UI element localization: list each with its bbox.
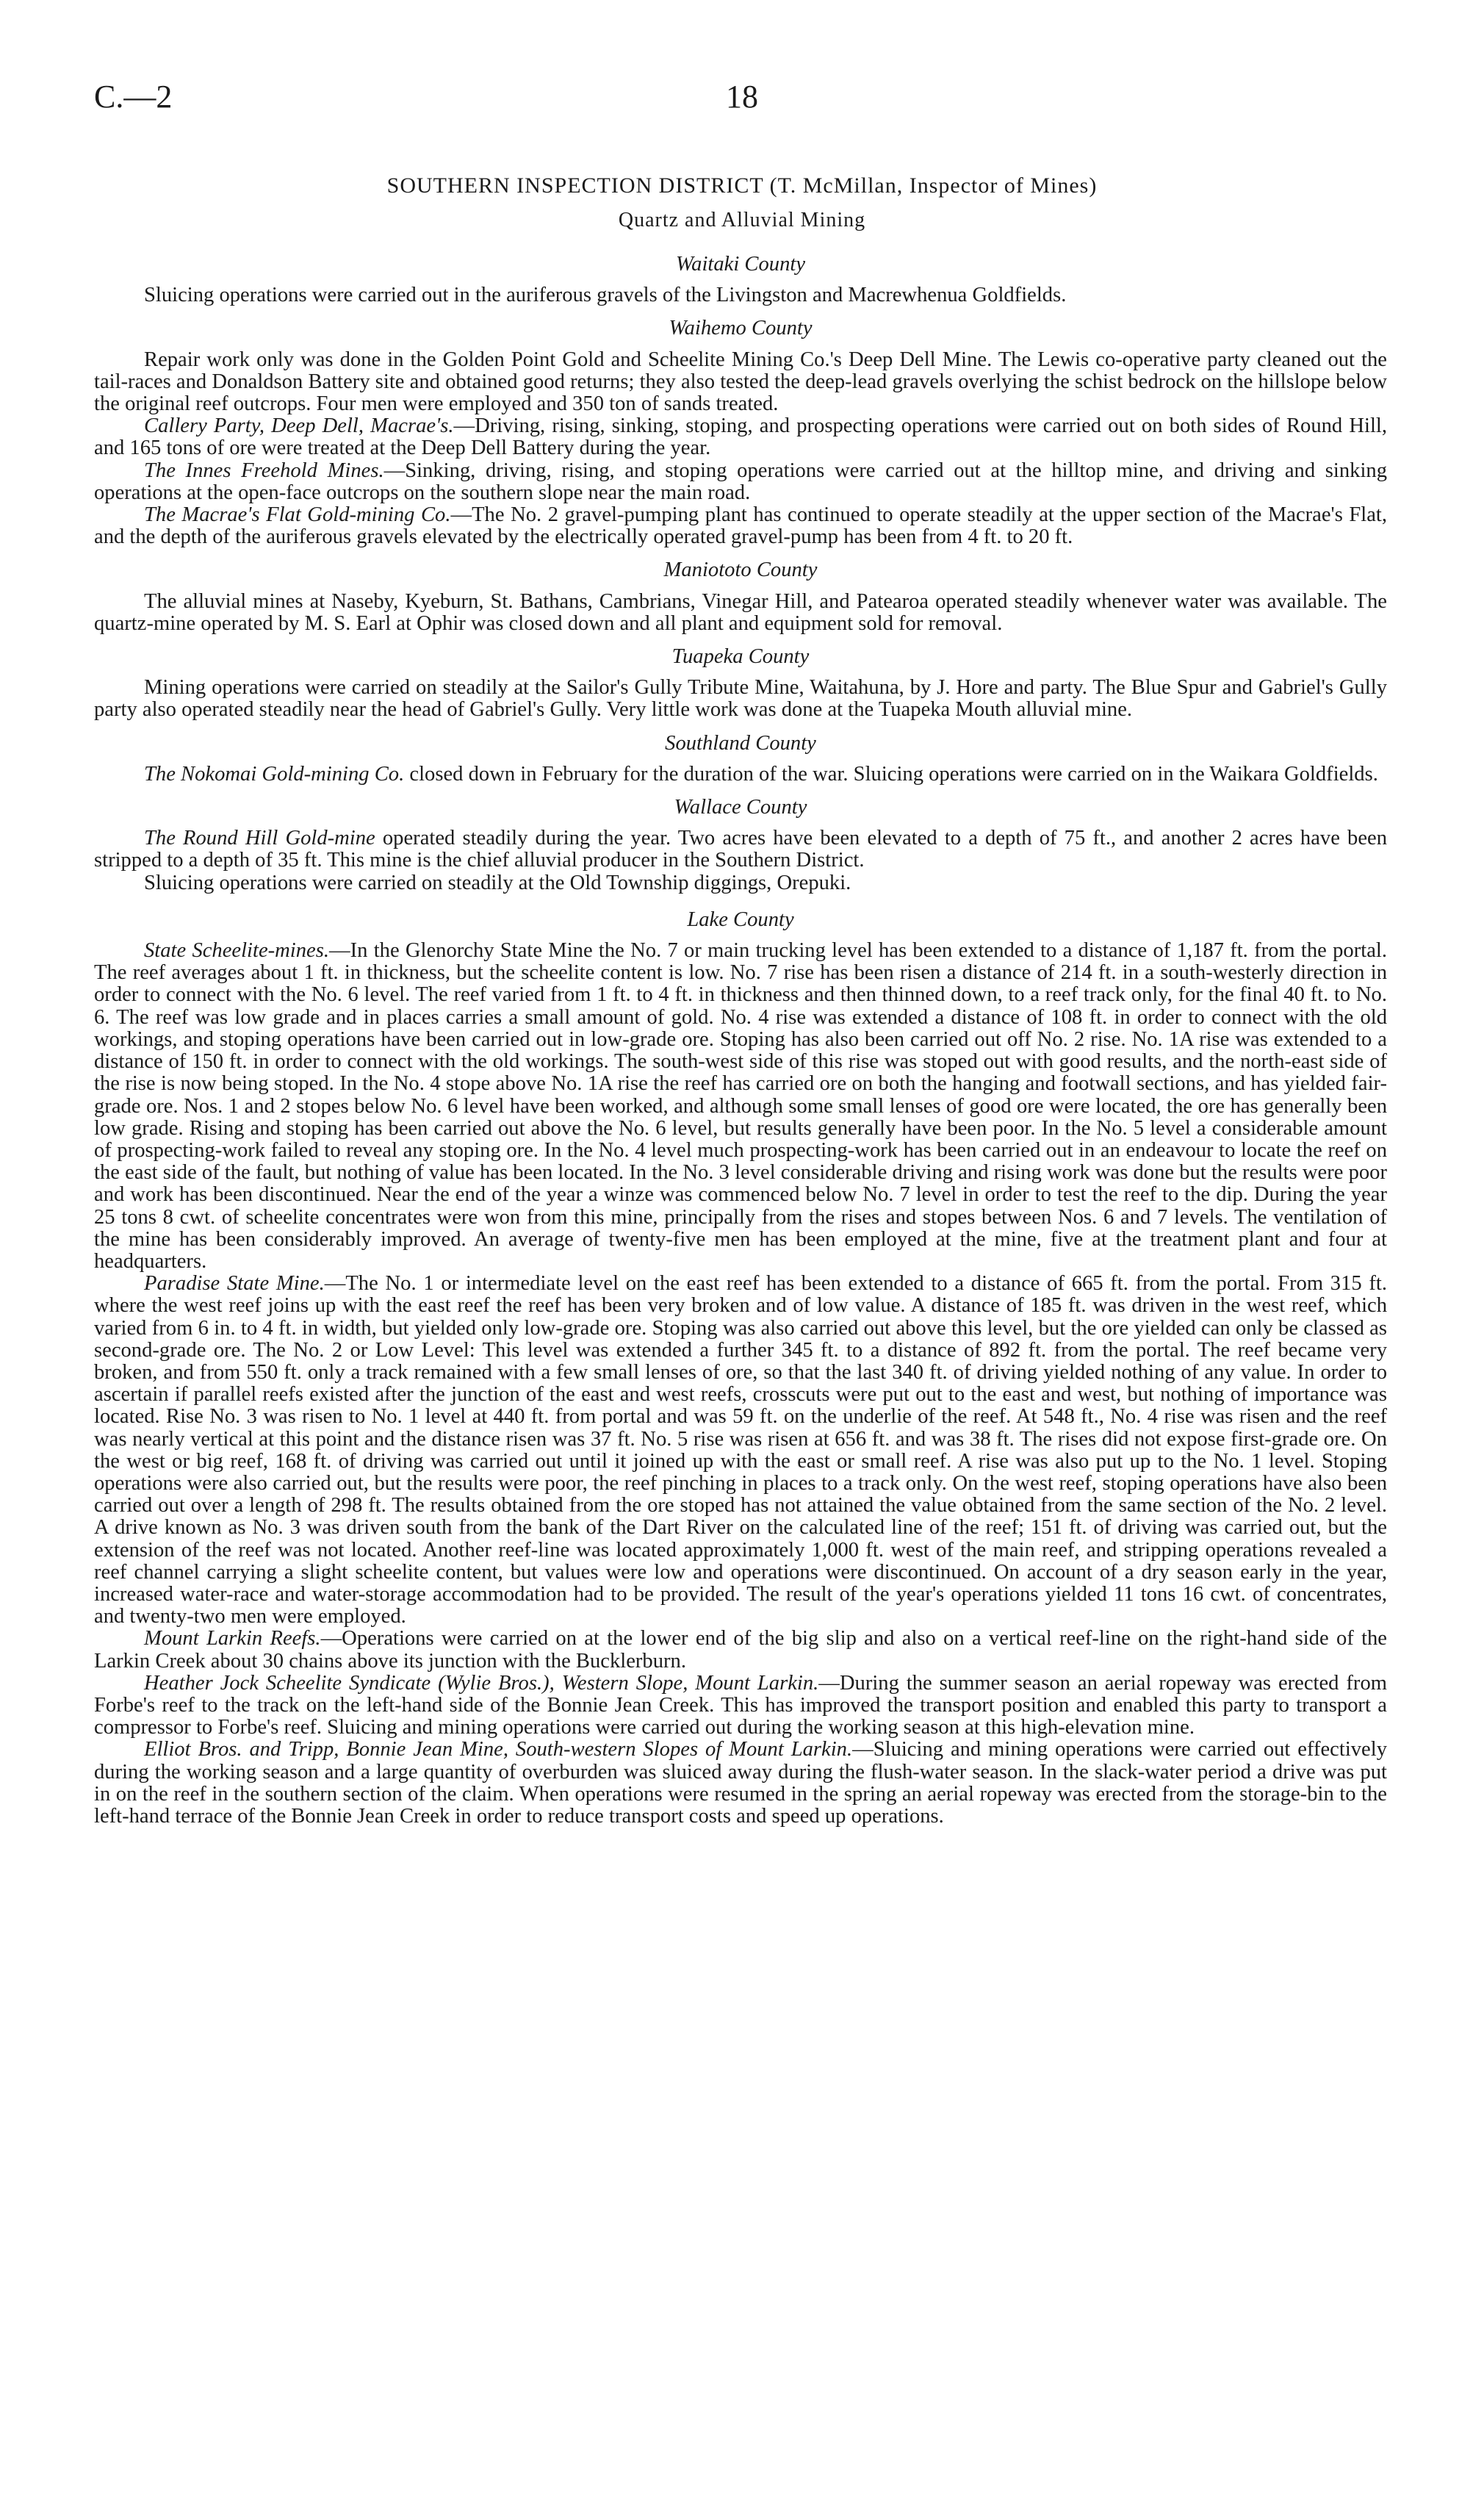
paragraph-lead: The Nokomai Gold-mining Co.	[144, 762, 405, 786]
paragraph-text: —Operations were carried on at the lower end of the big slip and also on a vertical reef-line on the right-hand side of the Larkin Creek about 30 chains above its junction with the Bucklerburn.	[94, 1627, 1388, 1673]
paragraph	[94, 1273, 1387, 1628]
paragraph-text: —Sluicing and mining operations were carried out effectively during the working season and a large quantity of overburden was sluiced away during the flush-water season. In the slack-water period a drive was put in on the reef in the southern section of the claim. When operations were resumed in the spring an aerial ropeway was erected from the storage-bin to the left-hand terrace of the Bonnie Jean Creek in order to reduce transport costs and speed up operations.	[94, 1738, 1387, 1828]
paragraph: Repair work only was done in the Golden Point Gold and Scheelite Mining Co.'s Deep Dell Mine. The Lewis co-operative party cleaned out the tail-races and Donaldson Battery site and obtained good returns; they also tested the deep-lead gravels overlying the schist bedrock on the hillslope below the original reef outcrops. Four men were employed and 350 ton of sands treated.	[94, 348, 1387, 416]
paragraph: The alluvial mines at Naseby, Kyeburn, St. Bathans, Cambrians, Vinegar Hill, and Patearoa operated steadily whenever water was available. The quartz-mine operated by M. S. Earl at Ophir was closed down and all plant and equipment sold for removal.	[94, 589, 1387, 635]
paragraph-lead: Heather Jock Scheelite Syndicate (Wylie Bros.), Western Slope, Mount Larkin.	[144, 1671, 819, 1695]
document-body	[94, 243, 1387, 1828]
paragraph-lead: The Round Hill Gold-mine	[144, 827, 375, 850]
county-heading-wallace: Wallace County	[674, 796, 807, 819]
paragraph-text: —Sinking, driving, rising, and stoping operations were carried out at the hilltop mine, and driving and sinking operations at the open-face outcrops on the southern slope near the main road.	[94, 459, 1387, 504]
paragraph-text: —During the summer season an aerial ropeway was erected from Forbe's reef to the track on the left-hand side of the Bonnie Jean Creek. This has improved the transport position and enabled this party to transport a compressor to Forbe's reef. Sluicing and mining operations were carried out during the working season at this high-elevation mine.	[94, 1671, 1387, 1739]
section-subheading: Quartz and Alluvial Mining	[618, 209, 866, 231]
county-heading-waitaki: Waitaki County	[675, 253, 806, 276]
paragraph-text: —The No. 2 gravel-pumping plant has continued to operate steadily at the upper section of the Macrae's Flat, and the depth of the auriferous gravels elevated by the electrically operated gravel-pump has been from 4 ft. to 20 ft.	[94, 503, 1387, 549]
county-heading-waihemo: Waihemo County	[669, 317, 813, 340]
paragraph-lead: Paradise State Mine.	[144, 1272, 325, 1296]
county-heading-southland: Southland County	[665, 731, 816, 755]
paragraph	[94, 460, 1387, 504]
county-heading-tuapeka: Tuapeka County	[671, 645, 810, 669]
paragraph-text: —The No. 1 or intermediate level on the east reef has been extended to a distance of 665 ft. from the portal. From 315 ft. where the west reef joins up with the east reef the reef has been very broken and of low value. A distance of 185 ft. was driven in the west reef, which varied from 6 in. to 4 ft. in width, but yielded only low-grade ore. Stoping was also carried out above this level, but the ore yielded can only be classed as second-grade ore. The No. 2 or Low Level: This level was extended a further 345 ft. to a distance of 892 ft. from the portal. The reef became very broken, and from 550 ft. only a track remained with a few small lenses of ore, so that the last 340 ft. of driving yielded nothing of any value. In order to ascertain if parallel reefs existed after the junction of the east and west reefs, crosscuts were put out to the east and west, but nothing of importance was located. Rise No. 3 was risen to No. 1 level at 440 ft. from portal and was 59 ft. on the underlie of the reef. At 548 ft., No. 4 rise was risen and the reef was nearly vertical at this point and the distance risen was 37 ft. No. 5 rise was risen at 656 ft. and was 38 ft. The rises did not expose first-grade ore. On the west or big reef, 168 ft. of driving was carried out until it joined up with the east or small reef. A rise was also put up to the No. 1 level. Stoping operations were also carried out, but the results were poor, the reef pinching in places to a track only. On the west reef, stoping operations have also been carried out over a length of 298 ft. The results obtained from the ore stoped has not attained the value obtained from the same section of the No. 2 level. A drive known as No. 3 was driven south from the bank of the Dart River on the calculated line of the reef; 151 ft. of driving was carried out, but the extension of the reef was not located. Another reef-line was located approximately 1,000 ft. west of the main reef, and stripping operations revealed a reef channel carrying a slight scheelite content, but values were low and operations were discontinued. On account of a dry season early in the year, increased water-race and water-storage accommodation had to be provided. The result of the year's operations yielded 11 tons 16 cwt. of concentrates, and twenty-two men were employed.	[94, 1272, 1387, 1628]
paragraph-text: —In the Glenorchy State Mine the No. 7 or main trucking level has been extended to a distance of 1,187 ft. from the portal. The reef averages about 1 ft. in thickness, but the scheelite content is low. No. 7 rise has been risen a distance of 214 ft. in a south-westerly direction in order to connect with the No. 6 level. The reef varied from 1 ft. to 4 ft. in thickness and then thinned down, to a reef track only, for the final 40 ft. to No. 6. The reef was low grade and in places carries a small amount of gold. No. 4 rise was extended a distance of 108 ft. in order to connect with the old workings, and stoping operations have been carried out in low-grade ore. Stoping has also been carried out off No. 2 rise. No. 1A rise was extended to a distance of 150 ft. in order to connect with the old workings. The south-west side of this rise was stoped out with good results, and the north-east side of the rise is now being stoped. In the No. 4 stope above No. 1A rise the reef has carried ore on both the hanging and footwall sections, and has yielded fair-grade ore. Nos. 1 and 2 stopes below No. 6 level have been worked, and although some small lenses of good ore were located, the ore has generally been low grade. Rising and stoping has been carried out above the No. 6 level, but results generally have been poor. In the No. 5 level a considerable amount of prospecting-work failed to reveal any stoping ore. In the No. 4 level much prospecting-work has been carried out in an endeavour to locate the reef on the east side of the fault, but nothing of value has been located. In the No. 3 level considerable driving and rising work was done but the results were poor and work has been discontinued. Near the end of the year a winze was commenced below No. 7 level in order to test the reef to the dip. During the year 25 tons 8 cwt. of scheelite concentrates were won from this mine, principally from the rises and stopes between Nos. 6 and 7 levels. The ventilation of the mine has been considerably improved. An average of twenty-five men has been employed at the mine, five at the treatment plant and four at headquarters.	[94, 939, 1387, 1273]
page-number: 18	[726, 79, 758, 115]
paragraph	[94, 415, 1387, 459]
paragraph-lead: Callery Party, Deep Dell, Macrae's.	[144, 414, 454, 438]
paragraph-lead: Elliot Bros. and Tripp, Bonnie Jean Mine, South-western Slopes of Mount Larkin.	[144, 1738, 853, 1761]
paragraph	[94, 764, 1387, 786]
document-reference: C.—2	[94, 79, 173, 115]
paragraph-lead: State Scheelite-mines.	[144, 939, 330, 963]
county-heading-maniototo: Maniototo County	[663, 558, 818, 582]
paragraph-lead: The Innes Freehold Mines.	[144, 459, 384, 482]
paragraph-lead: The Macrae's Flat Gold-mining Co.	[144, 503, 451, 527]
paragraph: Sluicing operations were carried out in the auriferous gravels of the Livingston and Macrewhenua Goldfields.	[144, 284, 1067, 307]
paragraph-lead: Mount Larkin Reefs.	[144, 1627, 321, 1650]
paragraph	[94, 1628, 1387, 1672]
county-heading-lake: Lake County	[687, 908, 794, 931]
paragraph: Sluicing operations were carried on steadily at the Old Township diggings, Orepuki.	[144, 871, 851, 894]
paragraph-text: —Driving, rising, sinking, stoping, and prospecting operations were carried out on both sides of Round Hill, and 165 tons of ore were treated at the Deep Dell Battery during the year.	[94, 414, 1388, 460]
paragraph	[94, 1739, 1387, 1828]
paragraph	[94, 940, 1387, 1273]
paragraph-text: closed down in February for the duration of the war. Sluicing operations were carried on in the Waikara Goldfields.	[404, 762, 1378, 786]
paragraph-text: operated steadily during the year. Two acres have been elevated to a depth of 75 ft., and another 2 acres have been stripped to a depth of 35 ft. This mine is the chief alluvial producer in the Southern District.	[94, 827, 1388, 872]
paragraph	[94, 1673, 1387, 1739]
paragraph: Mining operations were carried on steadily at the Sailor's Gully Tribute Mine, Waitahuna, by J. Hore and party. The Blue Spur and Gabriel's Gully party also operated steadily near the head of Gabriel's Gully. Very little work was done at the Tuapeka Mouth alluvial mine.	[94, 676, 1387, 722]
district-title: SOUTHERN INSPECTION DISTRICT (T. McMillan, Inspector of Mines)	[386, 173, 1098, 198]
paragraph	[94, 827, 1387, 872]
paragraph	[94, 504, 1387, 548]
